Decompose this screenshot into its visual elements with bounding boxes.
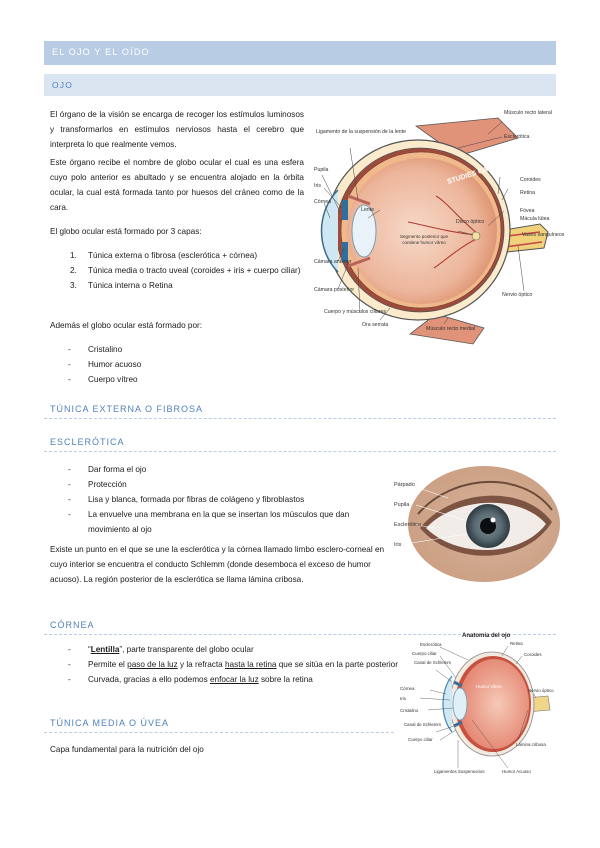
- label-esclerotica: Esclerótica: [504, 134, 530, 140]
- photo-label-parpado: Párpado: [394, 482, 415, 488]
- tunica-media-text: Capa fundamental para la nutrición del ojo: [50, 745, 204, 754]
- label-cornea: Córnea: [314, 199, 332, 205]
- label-ora-serrata: Ora serrata: [362, 322, 389, 328]
- esclerotica-paragraph: Existe un punto en el que se une la esclerótica y la córnea llamado limbo esclero-corneal en cuyo interior se encuentra el conducto Schlemm (donde desemboca el exceso de humor acuoso). La región posterior de la esclerótica se llama lámina cribosa.: [50, 545, 385, 584]
- d2-label-retina: Retina: [510, 641, 523, 646]
- d2-label-cuerpo-ciliar-bot: Cuerpo ciliar: [408, 737, 433, 742]
- d2-label-nervio: Nervio óptico: [528, 688, 554, 693]
- d2-label-humor-vitreo: Humor vítreo: [476, 684, 502, 689]
- d2-label-cuerpo-ciliar-top: Cuerpo ciliar: [412, 651, 437, 656]
- section-bar-ojo: [44, 74, 556, 96]
- d2-label-ligamentos: Ligamentos Suspensorios: [434, 769, 485, 774]
- d2-label-canal-top: Canal de Schlemm: [414, 660, 452, 665]
- list-item: - Protección: [50, 477, 390, 492]
- section-heading-tunica-externa: TÚNICA EXTERNA O FIBROSA: [44, 404, 556, 419]
- list-item: 3. Túnica interna o Retina: [70, 281, 173, 290]
- parts-list: [50, 342, 304, 387]
- list-item: 2. Túnica media o tracto uveal (coroides + iris + cuerpo ciliar): [70, 266, 301, 275]
- label-macula: Mácula lútea: [520, 216, 550, 222]
- list-item: - Cuerpo vítreo: [50, 372, 304, 387]
- label-iris: Iris: [314, 183, 321, 189]
- eye-anatomy-diagram: [398, 628, 560, 780]
- section-heading-tunica-media: TÚNICA MEDIA O ÚVEA: [44, 718, 394, 733]
- cornea-list: [50, 642, 400, 687]
- label-segmento-posterior: Segmento posterior que contiene humor vítreo: [399, 234, 449, 245]
- label-ligamento: Ligamento de la suspensión de la lente: [316, 129, 406, 135]
- list-item: - Curvada, gracias a ello podemos enfocar la luz sobre la retina: [50, 672, 400, 687]
- photo-label-esclerotica: Esclerótica: [394, 522, 421, 528]
- intro-paragraph-4: Además el globo ocular está formado por:: [50, 321, 203, 330]
- label-recto-lateral: Músculo recto lateral: [504, 110, 552, 116]
- list-item: - Dar forma el ojo: [50, 462, 390, 477]
- esclerotica-list: [50, 462, 390, 537]
- list-item: - La envuelve una membrana en la que se insertan los músculos que dan movimiento al ojo: [50, 507, 390, 537]
- intro-paragraph-2: Este órgano recibe el nombre de globo ocular el cual es una esfera cuyo polo anterior es abultado y se encuentra alojado en la órbita ocular, la cual está formada tanto por huesos del cráneo como de la cara.: [50, 158, 304, 212]
- photo-label-iris: Iris: [394, 542, 402, 548]
- list-item: - Lisa y blanca, formada por fibras de colágeno y fibroblastos: [50, 492, 390, 507]
- label-lente: Lente: [361, 207, 374, 213]
- label-fovea: Fóvea: [520, 208, 535, 214]
- section-heading-cornea: CÓRNEA: [44, 620, 556, 635]
- list-item: - Permite el paso de la luz y la refracta hasta la retina que se sitúa en la parte posterior: [50, 657, 400, 672]
- label-coroides: Coroides: [520, 177, 541, 183]
- list-item: - “Lentilla”, parte transparente del globo ocular: [50, 642, 400, 657]
- section-title-ojo: OJO: [52, 80, 74, 90]
- d2-label-humor-acuoso: Humor Acuoso: [502, 769, 531, 774]
- diagram-watermark: STUDIES CAN: [446, 164, 494, 186]
- d2-label-coroides: Coroides: [524, 652, 542, 657]
- intro-paragraph-1: El órgano de la visión se encarga de recoger los estímulos luminosos y transformarlos en estímulos nerviosos hasta el cerebro que interpreta lo que realmente vemos.: [50, 110, 304, 149]
- eye-cross-section-diagram: [308, 108, 565, 356]
- d2-label-cornea: Córnea: [400, 686, 415, 691]
- label-disco-optico: Disco óptico: [456, 219, 485, 225]
- list-item: - Cristalino: [50, 342, 304, 357]
- section-heading-esclerotica: ESCLERÓTICA: [44, 437, 556, 452]
- label-camara-anterior: Cámara anterior: [314, 259, 352, 265]
- label-cuerpo-ciliar: Cuerpo y músculos ciliares: [324, 309, 386, 315]
- eye-photo: [392, 462, 556, 586]
- list-item: - Humor acuoso: [50, 357, 304, 372]
- photo-label-pupila: Pupila: [394, 502, 410, 508]
- label-retina: Retina: [520, 190, 535, 196]
- d2-label-canal-bot: Canal de Schlemm: [404, 722, 442, 727]
- list-item: 1. Túnica externa o fibrosa (esclerótica + córnea): [70, 251, 258, 260]
- d2-label-lamina: Lámina cribosa: [516, 742, 546, 747]
- page-title-bar: [44, 41, 556, 65]
- d2-label-iris: Iris: [400, 696, 406, 701]
- diagram-title: Anatomía del ojo: [462, 633, 511, 639]
- label-camara-posterior: Cámara posterior: [314, 287, 355, 293]
- label-vasos: Vasos sanguíneos: [522, 232, 565, 238]
- intro-paragraph-3: El globo ocular está formado por 3 capas:: [50, 227, 202, 236]
- d2-label-cristalino: Cristalino: [400, 708, 419, 713]
- d2-label-esclerotica: Esclerótica: [420, 642, 442, 647]
- label-nervio-optico: Nervio óptico: [502, 292, 533, 298]
- label-pupila: Pupila: [314, 167, 329, 173]
- page-title: EL OJO Y EL OÍDO: [52, 47, 150, 57]
- label-recto-medial: Músculo recto medial: [426, 326, 476, 332]
- layers-list: [50, 248, 304, 293]
